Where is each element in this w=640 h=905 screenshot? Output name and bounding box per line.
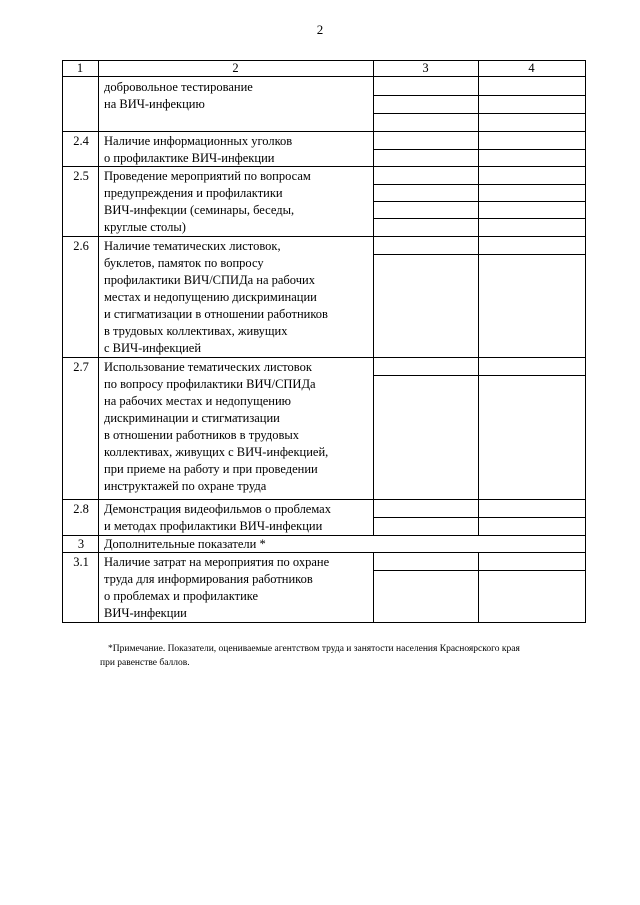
table-left-border	[62, 60, 63, 623]
subrow-line	[373, 254, 586, 255]
row-text: Проведение мероприятий по вопросам предупреждения и профилактики ВИЧ-инфекции (семинары, беседы, круглые столы)	[104, 169, 311, 234]
column-header-1: 1	[76, 61, 84, 75]
column-header-3: 3	[422, 61, 429, 75]
subrow-line	[373, 95, 586, 96]
row-number: 3.1	[73, 555, 89, 569]
subrow-line	[373, 201, 586, 202]
row-text: Наличие затрат на мероприятия по охране труда для информирования работников о проблемах и профилактике ВИЧ-инфекции	[104, 555, 330, 620]
column-header-4: 4	[528, 61, 535, 75]
header-bottom-border	[62, 76, 586, 77]
table-bottom-border	[62, 622, 586, 623]
row-divider	[62, 499, 586, 500]
row-divider	[62, 131, 586, 132]
footnote-line: *Примечание. Показатели, оцениваемые агентством труда и занятости населения Красноярского края	[108, 644, 520, 654]
row-text: Демонстрация видеофильмов о проблемах и методах профилактики ВИЧ-инфекции	[104, 502, 331, 533]
page-number: 2	[316, 22, 324, 37]
footnote-line: при равенстве баллов.	[100, 658, 190, 668]
subrow-line	[373, 375, 586, 376]
row-text: Наличие информационных уголков о профилактике ВИЧ-инфекции	[104, 134, 293, 165]
row-number: 2.8	[73, 502, 89, 516]
column-divider	[98, 60, 99, 623]
subrow-line	[373, 149, 586, 150]
column-divider	[373, 552, 374, 623]
subrow-line	[373, 517, 586, 518]
row-number: 2.4	[73, 134, 89, 148]
row-number: 3	[77, 537, 85, 551]
column-divider	[373, 60, 374, 536]
row-text: Наличие тематических листовок, буклетов, памяток по вопросу профилактики ВИЧ/СПИДа на рабочих местах и недопущению дискриминации и стигматизации в отношении работников в трудовых коллективах, живущих с ВИЧ-инфекцией	[104, 239, 328, 355]
column-divider	[478, 552, 479, 623]
section-heading: Дополнительные показатели *	[104, 537, 266, 551]
subrow-line	[373, 570, 586, 571]
row-divider	[62, 357, 586, 358]
subrow-line	[373, 218, 586, 219]
column-header-2: 2	[232, 61, 239, 75]
table-right-border	[585, 60, 586, 623]
row-number: 2.5	[73, 169, 89, 183]
subrow-line	[373, 113, 586, 114]
subrow-line	[373, 184, 586, 185]
row-text: добровольное тестирование на ВИЧ-инфекцию	[104, 80, 253, 111]
column-divider	[478, 60, 479, 536]
row-divider	[62, 236, 586, 237]
row-number: 2.7	[73, 360, 89, 374]
footnote	[100, 642, 588, 670]
row-text: Использование тематических листовок по вопросу профилактики ВИЧ/СПИДа на рабочих местах и недопущению дискриминации и стигматизации в отношении работников в трудовых коллективах, живущих с ВИЧ-инфекцией, при приеме на работу и при проведении инструктажей по охране труда	[104, 360, 329, 493]
row-number: 2.6	[73, 239, 89, 253]
